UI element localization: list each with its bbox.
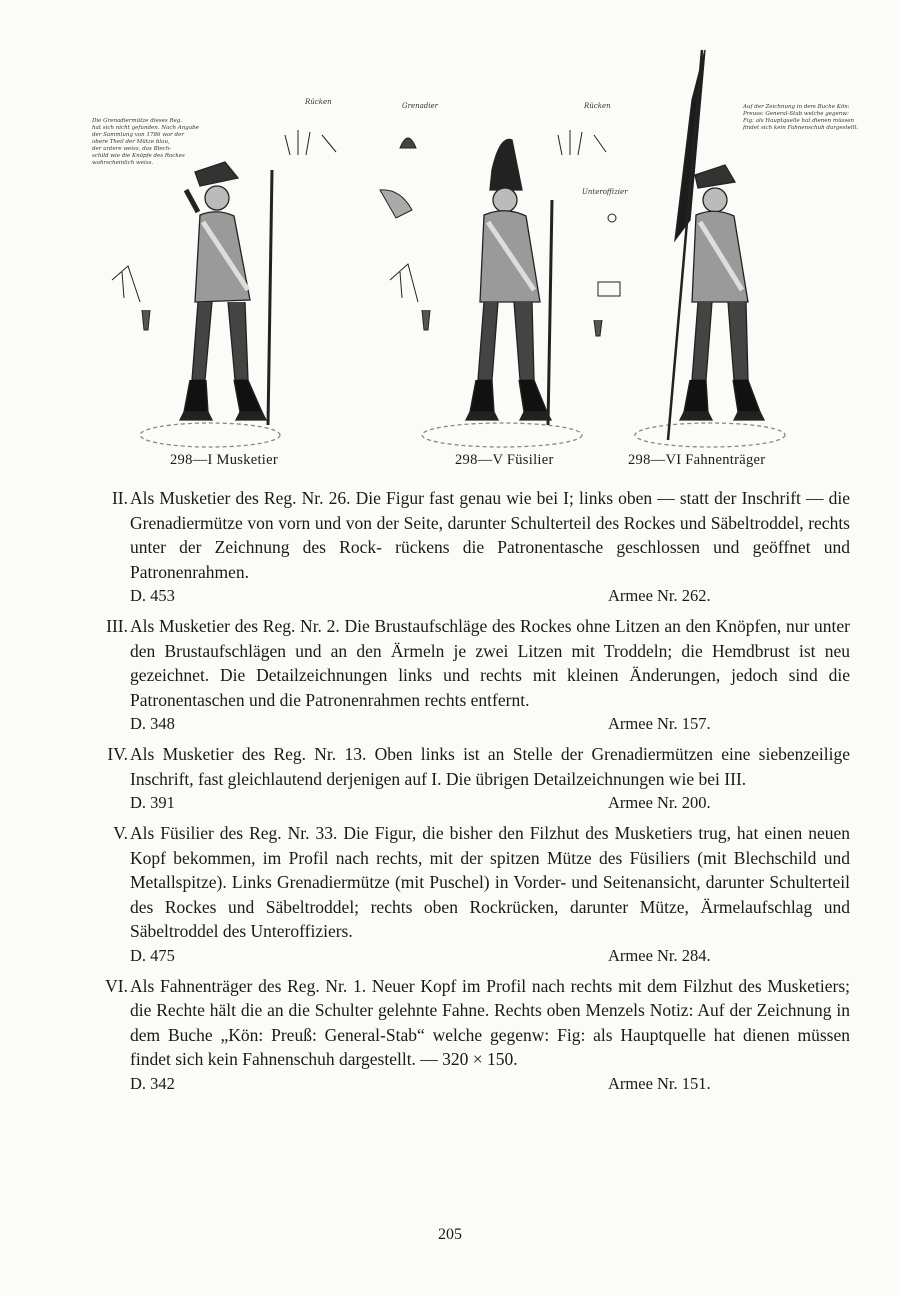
label-unteroffizier: Unteroffizier — [582, 188, 628, 196]
label-grenadier: Grenadier — [402, 102, 438, 110]
entry-vi — [90, 974, 850, 1096]
catalogue-entries — [90, 486, 850, 1102]
entry-armee-ref: Armee Nr. 157. — [608, 714, 711, 733]
entry-d-ref: D. 348 — [130, 714, 175, 733]
right-handwritten-note: Auf der Zeichnung in dem Buche Kön: Preuss: General-Stab welche gegenw: Fig: als Hauptquelle hat dienen müssen findet sich kein Fahnenschuh dargestellt. — [743, 104, 859, 131]
entry-d-ref: D. 453 — [130, 586, 175, 605]
fuesilier-figure — [422, 139, 582, 447]
entry-armee-ref: Armee Nr. 262. — [608, 586, 711, 605]
entry-number: II. — [111, 488, 128, 508]
page-number: 205 — [438, 1226, 462, 1243]
entry-text: Als Musketier des Reg. Nr. 2. Die Brustaufschläge des Rockes ohne Litzen an den Knöpfen, nur unter den Brustaufschlägen und an den Ärmeln je zwei Litzen mit Troddeln; die Hemdbrust ist neu gezeichnet. Die Detailzeichnungen links und rechts mit kleinen Änderungen, jedoch sind die Patronentaschen und die Patronenrahmen rechts entfernt. — [130, 616, 850, 710]
entry-text: Als Musketier des Reg. Nr. 13. Oben links ist an Stelle der Grenadiermützen eine siebenzeilige Inschrift, fast gleichlautend derjenigen auf I. Die übrigen Detailzeichnungen wie bei III. — [130, 744, 850, 789]
entry-text: Als Musketier des Reg. Nr. 26. Die Figur fast genau wie bei I; links oben — statt der Inschrift — die Grenadiermütze von vorn und von der Seite, darunter Schulterteil des Rockes und Säbeltroddel, rechts unter der Zeichnung des Rock- rückens die Patronentasche geschlossen und geöffnet und Patronenrahmen. — [130, 488, 850, 582]
caption-fuesilier: 298—V Füsilier — [455, 452, 554, 468]
entry-d-ref: D. 391 — [130, 793, 175, 812]
entry-iii — [90, 614, 850, 736]
entry-d-ref: D. 475 — [130, 945, 175, 965]
label-ruecken-right: Rücken — [584, 102, 611, 110]
entry-armee-ref: Armee Nr. 200. — [608, 793, 711, 812]
entry-number: V. — [113, 823, 128, 843]
entry-number: IV. — [107, 744, 128, 764]
entry-armee-ref: Armee Nr. 284. — [608, 945, 711, 965]
entry-ii — [90, 486, 850, 608]
musketier-figure — [140, 162, 280, 447]
entry-d-ref: D. 342 — [130, 1073, 175, 1093]
label-ruecken-left: Rücken — [305, 98, 332, 106]
entry-text: Als Fahnenträger des Reg. Nr. 1. Neuer Kopf im Profil nach rechts mit dem Filzhut des Musketiers; die Rechte hält die an die Schulter gelehnte Fahne. Rechts oben Menzels Notiz: Auf der Zeichnung in dem Buche „Kön: Preuß: General-Stab“ welche gegenw: Fig: als Hauptquelle hat dienen müssen findet sich kein Fahnenschuh dargestellt. — 320 × 150. — [130, 975, 850, 1069]
entry-number: VI. — [105, 975, 128, 996]
entry-text: Als Füsilier des Reg. Nr. 33. Die Figur, die bisher den Filzhut des Musketiers trug, hat einen neuen Kopf bekommen, im Profil nach rechts, mit der spitzen Mütze des Füsiliers (mit Blechschild und Metallspitze). Links Grenadiermütze (mit Puschel) in Vorder- und Seitenansicht, darunter Schulterteil des Rockes und Säbeltroddel; rechts oben Rockrücken, darunter Mütze, Ärmelaufschlag und Säbeltroddel des Unteroffiziers. — [130, 823, 850, 941]
illustration-plate — [92, 40, 880, 470]
caption-musketier: 298—I Musketier — [170, 452, 278, 468]
entry-iv — [90, 742, 850, 815]
entry-v — [90, 821, 850, 968]
caption-fahnentraeger: 298—VI Fahnenträger — [628, 452, 766, 468]
left-handwritten-note: Die Grenadiermütze dieses Reg. hat sich nicht gefunden. Nach Angabe der Sammlung von 1786 war der obere Theil der Mütze blau, der untere weiss, das Blech- schild wie die Knöpfe des Rockes wahrscheinlich weiss. — [92, 118, 199, 166]
entry-armee-ref: Armee Nr. 151. — [608, 1073, 711, 1093]
entry-number: III. — [106, 616, 128, 636]
